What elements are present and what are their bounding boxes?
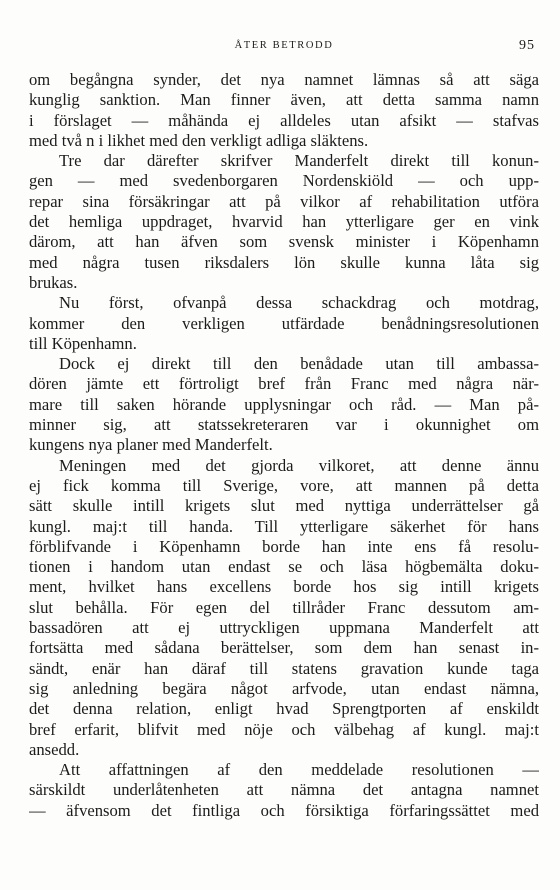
text-line: tionen i handom utan endast se och läsa högbemälta doku- [29,557,539,577]
text-line: ej fick komma till Sverige, vore, att mannen på detta [29,475,539,495]
text-line: förblifvande i Köpenhamn borde han inte ens få resolu- [29,536,539,556]
text-line: sig anledning begära något arfvode, utan endast nämna, [29,678,539,698]
body-text [29,70,539,821]
text-line: Att affattningen af den meddelade resolutionen — [59,760,539,780]
page-header [29,40,539,66]
text-line: bref erfarit, blifvit med nöje och välbehag af kungl. maj:t [29,719,539,739]
text-line: särskildt underlåtenheten att nämna det antagna namnet [29,780,539,800]
text-line: — äfvensom det fintliga och försiktiga förfaringssättet med [29,800,539,820]
text-line: ment, hvilket hans excellens borde hos sig intill krigets [29,577,539,597]
text-line: fortsätta med sådana berättelser, som dem han senast in- [29,638,539,658]
text-line: kunglig sanktion. Man finner även, att detta samma namn [29,90,539,110]
text-line: ansedd. [29,739,80,759]
text-line: i förslaget — måhända ej alldeles utan afsikt — stafvas [29,110,539,130]
text-line: om begångna synder, det nya namnet lämnas så att säga [29,70,539,89]
text-line: Dock ej direkt till den benådade utan till ambassa- [59,354,539,374]
text-line: kungens nya planer med Manderfelt. [29,435,273,455]
running-head: ÅTER BETRODD [234,40,334,51]
text-line: kommer den verkligen utfärdade benådningsresolutionen [29,313,539,333]
text-line: sändt, enär han däraf till statens gravation kunde taga [29,658,539,678]
text-line: det hemliga uppdraget, hvarvid han ytterligare ger en vink [29,212,539,232]
text-line: mare till saken hörande upplysningar och råd. — Man på- [29,394,539,414]
text-line: sätt skulle intill krigets slut med nyttiga underrättelser gå [29,496,539,516]
text-line: minner sig, att statssekreteraren var i okunnighet om [29,415,539,435]
text-line: Tre dar därefter skrifver Manderfelt direkt till konun- [59,151,539,171]
text-line: med några tusen riksdalers lön skulle kunna låta sig [29,252,539,272]
text-line: slut behålla. För egen del tillråder Franc dessutom am- [29,597,539,617]
page-number: 95 [519,38,535,53]
text-line: Meningen med det gjorda vilkoret, att denne ännu [59,455,539,475]
text-line: därom, att han äfven som svensk minister i Köpenhamn [29,232,539,252]
text-line: det denna relation, enligt hvad Sprengtporten af enskildt [29,699,539,719]
text-line: med två n i likhet med den verkligt adliga släktens. [29,130,369,150]
text-line: brukas. [29,272,78,292]
text-line: gen — med svedenborgaren Nordenskiöld — och upp- [29,171,539,191]
text-line: bassadören att ej uttryckligen uppmana Manderfelt att [29,618,539,638]
text-line: till Köpenhamn. [29,333,137,353]
text-line: repar sina försäkringar att på vilkor af rehabilitation utföra [29,191,539,211]
book-page [29,40,539,821]
text-line: kungl. maj:t till handa. Till ytterligare säkerhet för hans [29,516,539,536]
text-line: dören jämte ett förtroligt bref från Franc med några när- [29,374,539,394]
text-line: Nu först, ofvanpå dessa schackdrag och motdrag, [59,293,539,313]
